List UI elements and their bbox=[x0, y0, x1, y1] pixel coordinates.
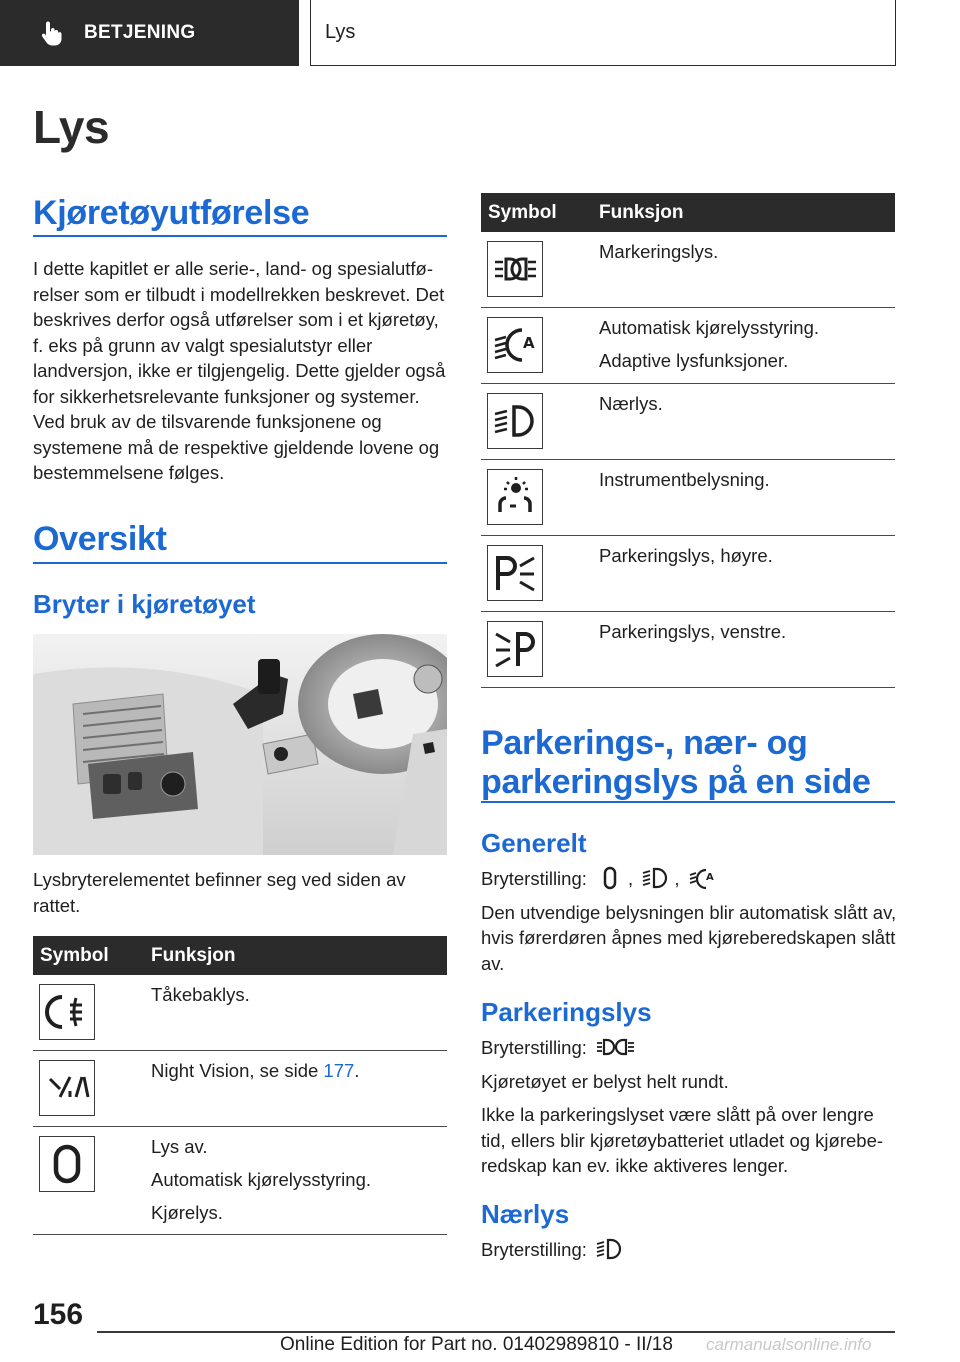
switch-position-label: Bryterstilling: bbox=[481, 868, 587, 889]
parking-right-icon bbox=[487, 545, 543, 601]
switch-position-label: Bryterstilling: bbox=[481, 1037, 587, 1058]
parking-lights-icon bbox=[487, 241, 543, 297]
light-switch-photo bbox=[33, 634, 447, 855]
table-header-row bbox=[481, 193, 895, 232]
table-row bbox=[481, 384, 895, 460]
col-symbol-header: Symbol bbox=[481, 193, 591, 232]
col-symbol-header: Symbol bbox=[33, 936, 143, 975]
intro-text: I dette kapitlet er alle serie-, land- og spesialutførelser som er tilbudt i modellrekken beskrevet. Det beskrives derfor også utførelser som i et kjøretøy, f. eks på grunn av valgt spesialutstyr eller landversjon, ikke er tilgjengelig. Dette gjelder også for sikkerhetsrelevante funksjoner og systemer. Ved bruk av de tilsvarende funksjonene og systemene må de respektive gjeldende lovene og bestemmelsene følges. bbox=[33, 258, 446, 483]
intro-paragraph bbox=[33, 256, 449, 486]
function-text: Parkeringslys, høyre. bbox=[599, 545, 773, 566]
instrument-lighting-icon bbox=[487, 469, 543, 525]
table-row bbox=[481, 460, 895, 536]
symbol-table-right bbox=[481, 193, 895, 688]
section-label: Lys bbox=[325, 21, 356, 43]
function-text: Instrumentbelysning. bbox=[599, 469, 770, 490]
footer-rule bbox=[97, 1331, 895, 1333]
heading-rule bbox=[33, 562, 447, 564]
function-text: Adaptive lysfunksjoner. bbox=[599, 350, 789, 371]
lights-off-icon bbox=[596, 866, 624, 890]
heading-oversikt: Oversikt bbox=[33, 520, 167, 558]
photo-caption bbox=[33, 867, 449, 918]
function-text: Parkeringslys, venstre. bbox=[599, 621, 787, 642]
parkeringslys-block bbox=[481, 1035, 901, 1179]
generelt-block: Bryterstilling: , , A Den utvendige belysningen blir automatisk slått av, hvis førerdøren åpnes med kjøreberedskapen slått av. bbox=[481, 866, 901, 976]
page-number: 156 bbox=[33, 1298, 84, 1331]
lights-off-icon bbox=[39, 1136, 95, 1192]
low-beam-icon bbox=[642, 866, 670, 890]
function-text: Markeringslys. bbox=[599, 241, 719, 262]
heading-rule bbox=[481, 801, 895, 803]
col-function-header: Funksjon bbox=[143, 936, 447, 975]
night-vision-icon bbox=[39, 1060, 95, 1116]
svg-text:A: A bbox=[705, 872, 714, 883]
watermark: carmanualsonline.info bbox=[706, 1335, 872, 1354]
parking-lights-icon bbox=[596, 1035, 636, 1059]
low-beam-icon bbox=[596, 1237, 624, 1261]
symbol-table-left bbox=[33, 936, 447, 1235]
fog-light-icon bbox=[39, 984, 95, 1040]
function-text: Lys av. bbox=[151, 1136, 208, 1157]
hand-pointer-icon bbox=[40, 20, 64, 46]
table-row bbox=[481, 612, 895, 688]
section-header bbox=[310, 0, 896, 66]
function-text: Kjørelys. bbox=[151, 1202, 223, 1223]
generelt-text: Den utvendige belysningen blir automatisk slått av, hvis førerdøren åpnes med kjøreberedskapen slått av. bbox=[481, 901, 897, 974]
heading-parkeringslys: Parkeringslys bbox=[481, 997, 652, 1027]
table-row bbox=[33, 1127, 447, 1235]
parking-left-icon bbox=[487, 621, 543, 677]
heading-kjoretoyutforelse: Kjøretøyutførelse bbox=[33, 194, 310, 232]
auto-headlight-icon bbox=[487, 317, 543, 373]
chapter-tab[interactable] bbox=[0, 0, 299, 66]
function-text: Nærlys. bbox=[599, 393, 663, 414]
table-row bbox=[481, 232, 895, 308]
auto-headlight-icon bbox=[689, 866, 717, 890]
function-text: Night Vision, se side 177. bbox=[151, 1060, 360, 1081]
table-row bbox=[33, 975, 447, 1051]
footer-edition: Online Edition for Part no. 01402989810 - II/18 bbox=[280, 1334, 673, 1355]
col-function-header: Funksjon bbox=[591, 193, 895, 232]
table-row bbox=[33, 1051, 447, 1127]
function-text: Automatisk kjørelysstyring. bbox=[599, 317, 819, 338]
naerlys-block bbox=[481, 1237, 901, 1263]
chapter-label: BETJENING bbox=[84, 22, 196, 43]
heading-bryter: Bryter i kjøretøyet bbox=[33, 589, 256, 619]
table-row bbox=[481, 308, 895, 384]
heading-generelt: Generelt bbox=[481, 828, 587, 858]
table-header-row bbox=[33, 936, 447, 975]
heading-rule bbox=[33, 235, 447, 237]
switch-position-label: Bryterstilling: bbox=[481, 1239, 587, 1260]
page-link-177[interactable]: 177 bbox=[323, 1060, 355, 1081]
function-text: Automatisk kjørelysstyring. bbox=[151, 1169, 371, 1190]
caption-text: Lysbryterelementet befinner seg ved siden av rattet. bbox=[33, 869, 406, 916]
heading-parkerings-naer: Parkerings-, nær- og parkeringslys på en side bbox=[481, 724, 871, 801]
page-title: Lys bbox=[33, 101, 110, 153]
heading-naerlys: Nærlys bbox=[481, 1199, 570, 1229]
function-text: Tåkebaklys. bbox=[151, 984, 250, 1005]
low-beam-icon bbox=[487, 393, 543, 449]
parkeringslys-text-1: Kjøretøyet er belyst helt rundt. bbox=[481, 1070, 729, 1092]
table-row bbox=[481, 536, 895, 612]
svg-text:A: A bbox=[523, 334, 535, 352]
parkeringslys-text-2: Ikke la parkeringslyset være slått på over lengre tid, ellers blir kjøretøybatteriet utladet og kjøreberedskap kan ev. ikke aktiveres lenger. bbox=[481, 1104, 884, 1176]
page-header bbox=[0, 0, 960, 66]
